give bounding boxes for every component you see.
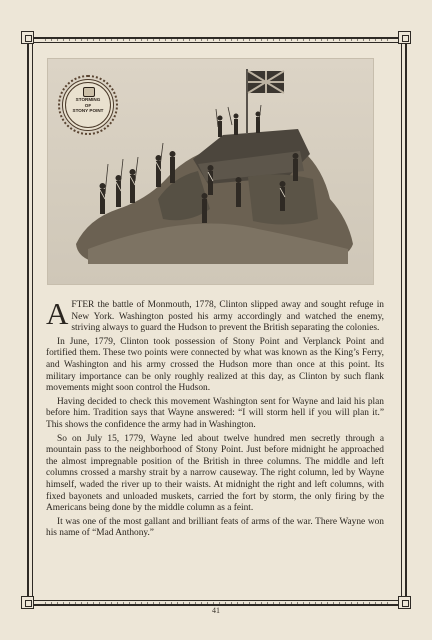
corner-ornament-top-left [21, 31, 34, 44]
drop-cap: A [46, 296, 69, 331]
badge-line-3: STONY POINT [72, 108, 104, 113]
paragraph-4: So on July 15, 1779, Wayne led about twelve hundred men secretly through a mountain pass to the neighborhood of Stony Point. Just before midnight he approached the almost impregnable position of the British in three columns. The middle and left columns crossed a marshy strait by a narrow causeway. The right column, led by Wayne himself, waded the river up to their waists. At midnight the right and left columns, with fixed bayonets and unloaded muskets, carried the fort by storm, the only firing by the Americans being done by the middle column as a feint. [46, 433, 384, 514]
badge-line-1: STORMING [75, 97, 101, 102]
badge-seal-icon [83, 87, 95, 97]
paragraph-2: In June, 1779, Clinton took possession of Stony Point and Verplanck Point and fortified them. These two points were connected by what was known as the King’s Ferry, and Washington and his army crossed the Hudson more than once at this point. Its military importance can be only roughly realized at this day, as Clinton by such flank movements might soon control the Hudson. [46, 336, 384, 394]
corner-ornament-top-right [398, 31, 411, 44]
storming-of-stony-point-badge [62, 79, 114, 131]
paragraph-1 [46, 296, 384, 335]
diorama-photograph [47, 58, 374, 285]
page-number: 41 [212, 606, 220, 615]
paragraph-3: Having decided to check this movement Washington sent for Wayne and laid his plan before him. Tradition says that Wayne answered: “I will storm hell if you will plan it.” This shows the confidence the army had in Washington. [46, 396, 384, 430]
badge-line-2: OF [84, 102, 92, 108]
paragraph-1-text: FTER the battle of Monmouth, 1778, Clinton slipped away and sought refuge in New York. Washington posted his army accordingly and watched the enemy, striving always to guard the Hudson to prevent the British separating the colonies. [71, 300, 384, 334]
article-body [46, 296, 384, 542]
border-ornament-top [45, 39, 389, 41]
paragraph-5: It was one of the most gallant and brilliant feats of arms of the war. There Wayne won his name of “Mad Anthony.” [46, 516, 384, 539]
border-ornament-bottom [45, 602, 389, 604]
